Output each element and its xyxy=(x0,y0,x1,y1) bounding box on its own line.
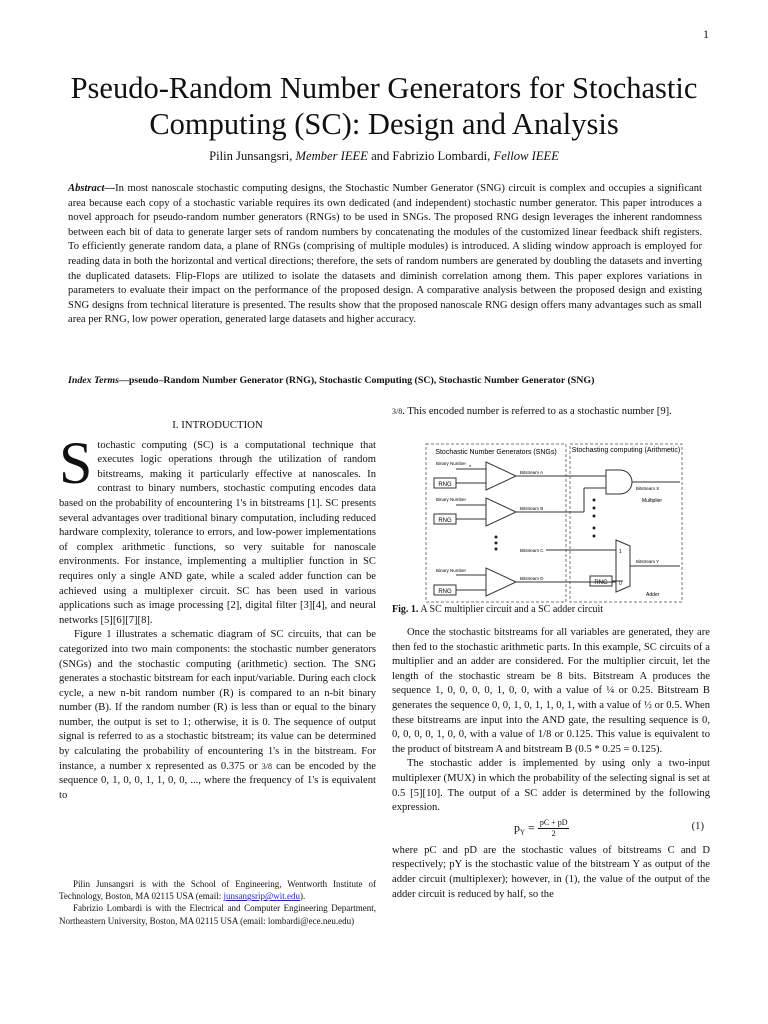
author-conjunction: and xyxy=(367,149,393,163)
author-1-affiliation: Member IEEE xyxy=(295,149,368,163)
equation-body: $p_Y$ = $\frac{pC + pD}{2}$ xyxy=(514,817,568,838)
abstract-label: Abstract xyxy=(68,183,105,194)
binary-number-label-d: Binary Number xyxy=(436,568,467,573)
bitstream-y-label: Bitstream Y xyxy=(636,559,660,564)
figure-caption-text: A SC multiplier circuit and a SC adder circuit xyxy=(418,604,604,615)
equation-lhs: p xyxy=(514,819,520,834)
author-2-affiliation: Fellow IEEE xyxy=(493,149,559,163)
index-terms xyxy=(68,375,702,386)
author-2: Fabrizio Lombardi, xyxy=(392,149,491,163)
abstract-text: In most nanoscale stochastic computing designs, the Stochastic Number Generator (SNG) circuit is complex and occupies a significant area because each copy of a stochastic variable requires its own dedicated (and independent) stochastic number generator. This paper introduces a novel approach for pseudo-random number generators (RNGs) to be used in SNGs. The proposed RNG design leverages the inherent randomness between each bit of data to generate larger sets of random numbers by concatenating the modules of the customized linear feedback shift registers. To efficiently generate random data, a plane of RNGs (comprising of multiple modules) is introduced. A sliding window approach is employed for reading data in both the horizontal and vertical directions; therefore, the sets of random numbers are generated by doubling the datasets and inverting the duplicated datasets. Flip-Flops are utilized to isolate the datasets and diminish correlation among them. This paper explores variations in parameters to evaluate their impact on the performance of the proposed design. A comparative analysis between the proposed design and existing SNG designs from technical literature is presented. The results show that the proposed nanoscale RNG design offers many advantages such as small area per RNG, low power operation, generated large datasets and higher accuracy. xyxy=(68,183,702,326)
author-line xyxy=(40,149,728,164)
bitstream-d-label: Bitstream D xyxy=(520,576,544,581)
author-1: Pilin Junsangsri, xyxy=(209,149,293,163)
index-terms-label: Index Terms xyxy=(68,375,119,386)
footnote-author-2: Fabrizio Lombardi is with the Electrical and Computer Engineering Department, Northeastern University, Boston, MA 02115 USA (email: lombardi@ece.neu.edu) xyxy=(59,903,376,926)
drop-cap: S xyxy=(59,429,93,496)
abstract-dash: — xyxy=(104,183,116,194)
binary-number-label-b: Binary Number xyxy=(436,497,467,502)
intro-paragraph-2-end: can be encoded by the sequence 0, 1, 0, 0, 1, 1, 0, 0, ..., where the frequency of 1's is equivalent to xyxy=(59,760,376,801)
ellipsis-dots xyxy=(495,499,596,551)
intro-paragraph-1 xyxy=(59,429,376,629)
bitstream-b-label: Bitstream B xyxy=(520,506,544,511)
sc-title: Stochasting computing (Arithmetic) xyxy=(571,447,681,454)
mux-input-1: 1 xyxy=(619,549,622,555)
mux-input-0: 0 xyxy=(619,581,622,587)
sng-title: Stochastic Number Generators (SNGs) xyxy=(435,449,557,456)
body-paragraph-adder: The stochastic adder is implemented by using only a two-input multiplexer (MUX) in which the probability of the selecting signal is set at 0.5 [5][10]. The output of a SC adder is determined by the following expression. xyxy=(392,758,710,814)
intro-paragraph-1-text: tochastic computing (SC) is a computational technique that executes logic operations through the utilization of random bitstreams, making it particularly effective at nanoscales. In contrast to binary numbers, stochastic computing encodes data based on the probability of encountering 1's in bitstreams [1]. SC presents several advantages over traditional binary computation, including reduced hardware complexity, tolerance to errors, and low-power implementations of complex arithmetic functions, so very suitable for nanoscale environments. For instance, implementing a multiplier function in SC requires only a single AND gate, while a scaled adder function can be achieved using a multiplexer circuit. SC has been used in various applications such as image processing [2], digital filter [3][4], and neural networks [5][6][7][8]. xyxy=(59,439,376,626)
footnote-author-1 xyxy=(59,878,376,902)
right-column-top-text: . This encoded number is referred to as a stochastic number [9]. xyxy=(402,406,672,417)
page-number: 1 xyxy=(703,27,709,41)
bitstream-c-label: Bitstream C xyxy=(520,548,544,553)
sc-box xyxy=(570,444,682,602)
bus-n-a: n xyxy=(469,463,472,468)
rng-label-mux: RNG xyxy=(594,580,608,586)
paper-title: Pseudo-Random Number Generators for Stochastic Computing (SC): Design and Analysis xyxy=(70,71,698,141)
comparator-a xyxy=(434,461,566,490)
equation-numerator: pC + pD xyxy=(539,817,568,827)
figure-sc-circuits xyxy=(424,442,684,604)
comparator-b xyxy=(434,497,566,526)
equation-lhs-sub: Y xyxy=(520,828,526,837)
binary-number-label-a: Binary Number xyxy=(436,461,467,466)
footnote-author-1-close: ). xyxy=(299,891,306,902)
footnote xyxy=(59,878,376,927)
rng-label-d: RNG xyxy=(438,589,452,595)
figure-caption xyxy=(392,604,603,615)
multiplier-label: Multiplier xyxy=(642,498,663,504)
rng-label-a: RNG xyxy=(438,482,452,488)
body-paragraph-multiplier: Once the stochastic bitstreams for all variables are generated, they are then fed to the stochastic arithmetic parts. In this example, SC circuits of a multiplier and an adder are considered. For the multiplier circuit, let the length of the stochastic stream be 8 bits. Bitstream A produces the sequence 1, 0, 0, 0, 0, 1, 0, 0, with a value of ¼ or 0.25. Bitstream B generates the sequence 0, 0, 1, 0, 1, 1, 0, 1, with a value of ½ or 0.5. When these bitstreams are input into the AND gate, the resulting sequence is 0, 0, 0, 0, 0, 1, 0, 0, with a value of 1/8 or 0.125. This value is equivalent to the product of bitstream A and bitstream B (0.5 * 0.25 = 0.125). xyxy=(392,627,710,755)
index-terms-text: —pseudo–Random Number Generator (RNG), Stochastic Computing (SC), Stochastic Number Generator (SNG) xyxy=(118,375,595,386)
left-column xyxy=(59,418,376,803)
bitstream-x-label: Bitstream X xyxy=(636,486,660,491)
rng-label-b: RNG xyxy=(438,518,452,524)
body-paragraph-equation-explanation: where pC and pD are the stochastic values of bitstreams C and D respectively; pY is the stochastic value of the bitstream Y as output of the adder circuit (multiplexer); however, in (1), the value of the output of the adder circuit is reduced by half, so the xyxy=(392,844,710,900)
footnote-author-1-text: Pilin Junsangsri is with the School of Engineering, Wentworth Institute of Technology, Boston, MA 02115 USA (email: xyxy=(59,879,376,902)
fraction-3-8-top: 3/8 xyxy=(392,407,403,416)
right-column-top xyxy=(392,405,710,420)
mux xyxy=(590,540,680,598)
equation-fraction xyxy=(538,818,570,839)
abstract xyxy=(68,182,702,328)
intro-paragraph-2 xyxy=(59,628,376,803)
fraction-3-8: 3/8 xyxy=(261,761,272,771)
email-link[interactable]: junsangsrip@wit.edu xyxy=(223,891,300,902)
and-gate xyxy=(566,470,680,512)
equation-denominator: 2 xyxy=(551,828,556,838)
intro-paragraph-2-text: Figure 1 illustrates a schematic diagram of SC circuits, that can be categorized into two main components: the stochastic number generators (SNGs) and the stochastic computing (arithmetic) section. The SNG generates a stochastic bitstream for each input/variable. During each clock cycle, a new n-bit random number (R) is compared to an n-bit binary number (B). If the random number (R) is less than or equal to the binary number, the output is set to 1; otherwise, it is 0. The sequence of output signal is referred to as a stochastic bitstream; its value can be determined by calculating the probability of encountering 1's in the bitstream. For instance, a number x represented as 0.375 or xyxy=(59,629,376,772)
adder-label: Adder xyxy=(646,592,660,598)
equation-number: (1) xyxy=(691,820,704,832)
equation-1 xyxy=(392,816,710,844)
bitstream-a-label: Bitstream A xyxy=(520,470,544,475)
comparator-d xyxy=(434,568,616,596)
section-heading: I. INTRODUCTION xyxy=(172,419,263,431)
right-column-body xyxy=(392,626,710,902)
figure-caption-label: Fig. 1. xyxy=(392,604,419,615)
